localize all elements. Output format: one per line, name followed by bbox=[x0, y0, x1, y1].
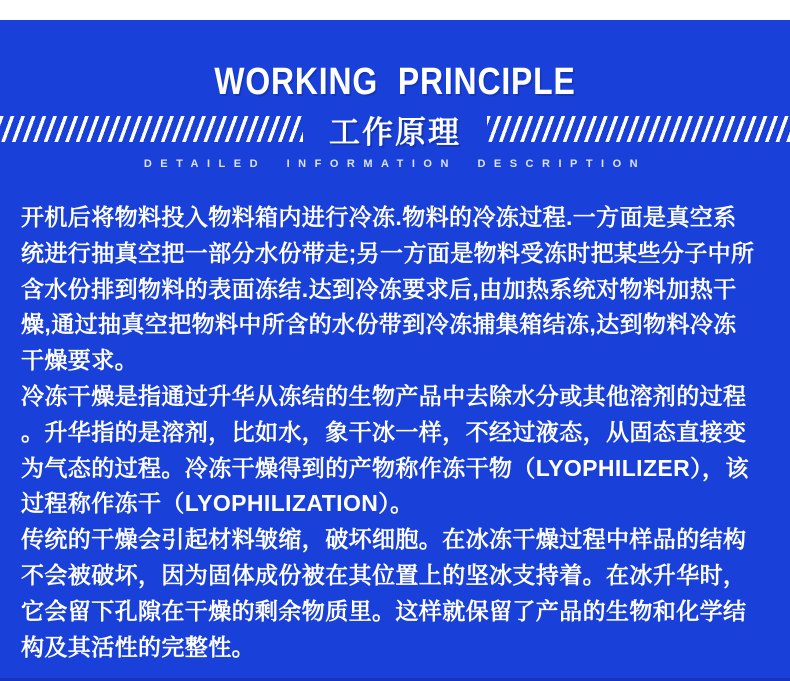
body-text-line: 统进行抽真空把一部分水份带走;另一方面是物料受冻时把某些分子中所 bbox=[21, 239, 755, 266]
chinese-title: 工作原理 bbox=[329, 114, 461, 150]
body-text-line: 含水份排到物料的表面冻结.达到冷冻要求后,由加热系统对物料加热干 bbox=[21, 275, 737, 302]
body-text-line: 燥,通过抽真空把物料中所含的水份带到冷冻捕集箱结冻,达到物料冷冻 bbox=[21, 311, 737, 338]
principle-body-text bbox=[0, 172, 790, 665]
slash-stripes-left-icon bbox=[0, 116, 303, 142]
top-white-strip bbox=[0, 0, 790, 20]
body-text-line: 传统的干燥会引起材料皱缩，破坏细胞。在冰冻干燥过程中样品的结构 bbox=[21, 526, 747, 553]
body-text-line: 为气态的过程。冷冻干燥得到的产物称作冻干物（LYOPHILIZER），该 bbox=[21, 454, 749, 481]
body-text-line: 干燥要求。 bbox=[21, 347, 138, 374]
slash-stripes-right-icon bbox=[487, 116, 790, 142]
slash-decoration-row bbox=[0, 114, 790, 150]
body-text-line: 。升华指的是溶剂，比如水，象干冰一样，不经过液态，从固态直接变 bbox=[21, 418, 747, 445]
working-principle-banner bbox=[0, 60, 790, 172]
english-title: WORKING PRINCIPLE bbox=[214, 61, 576, 103]
body-text-line: 冷冻干燥是指通过升华从冻结的生物产品中去除水分或其他溶剂的过程 bbox=[21, 382, 747, 409]
banner-subtitle: DETAILED INFORMATION DESCRIPTION bbox=[143, 158, 647, 170]
body-text-line: 构及其活性的完整性。 bbox=[21, 633, 255, 660]
body-text-line: 它会留下孔隙在干燥的剩余物质里。这样就保留了产品的生物和化学结 bbox=[21, 597, 747, 624]
body-text-line: 开机后将物料投入物料箱内进行冷冻.物料的冷冻过程.一方面是真空系 bbox=[21, 204, 737, 230]
body-text-line: 不会被破坏，因为固体成份被在其位置上的坚冰支持着。在冰升华时， bbox=[21, 561, 747, 588]
body-text-line: 过程称作冻干（LYOPHILIZATION）。 bbox=[21, 490, 414, 517]
